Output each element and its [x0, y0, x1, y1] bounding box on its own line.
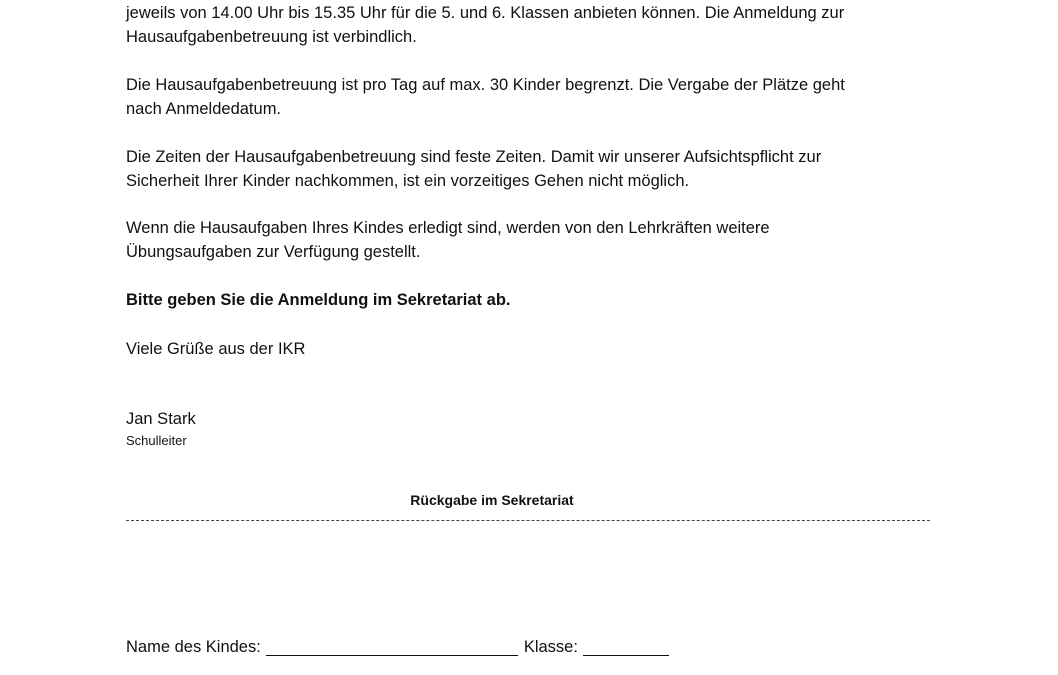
paragraph-line: nach Anmeldedatum. — [126, 100, 282, 118]
class-field[interactable] — [583, 637, 669, 656]
class-label: Klasse: — [523, 638, 578, 656]
call-to-action: Bitte geben Sie die Anmeldung im Sekretariat ab. — [126, 291, 511, 309]
paragraph-line: Übungsaufgaben zur Verfügung gestellt. — [126, 243, 421, 261]
paragraph-line: Sicherheit Ihrer Kinder nachkommen, ist ein vorzeitiges Gehen nicht möglich. — [126, 172, 690, 190]
paragraph-fixed-times — [126, 145, 936, 193]
cut-line-divider — [126, 520, 930, 521]
return-heading: Rückgabe im Sekretariat — [410, 492, 574, 508]
paragraph-exercises — [126, 216, 936, 264]
signer-title: Schulleiter — [126, 433, 187, 448]
paragraph-capacity — [126, 73, 936, 121]
paragraph-line: Hausaufgabenbetreuung ist verbindlich. — [126, 28, 417, 46]
child-name-field[interactable] — [266, 637, 518, 656]
return-form-row — [126, 635, 669, 659]
paragraph-line: Die Zeiten der Hausaufgabenbetreuung sind feste Zeiten. Damit wir unserer Aufsichtspflicht zur — [126, 148, 822, 166]
paragraph-line: jeweils von 14.00 Uhr bis 15.35 Uhr für die 5. und 6. Klassen anbieten können. Die Anmeldung zur — [126, 4, 845, 22]
paragraph-schedule — [126, 1, 936, 49]
paragraph-line: Die Hausaufgabenbetreuung ist pro Tag auf max. 30 Kinder begrenzt. Die Vergabe der Plätze geht — [126, 76, 845, 94]
signer-name: Jan Stark — [126, 410, 196, 428]
child-name-label: Name des Kindes: — [126, 638, 261, 656]
paragraph-line: Wenn die Hausaufgaben Ihres Kindes erledigt sind, werden von den Lehrkräften weitere — [126, 219, 770, 237]
greeting: Viele Grüße aus der IKR — [126, 340, 306, 358]
